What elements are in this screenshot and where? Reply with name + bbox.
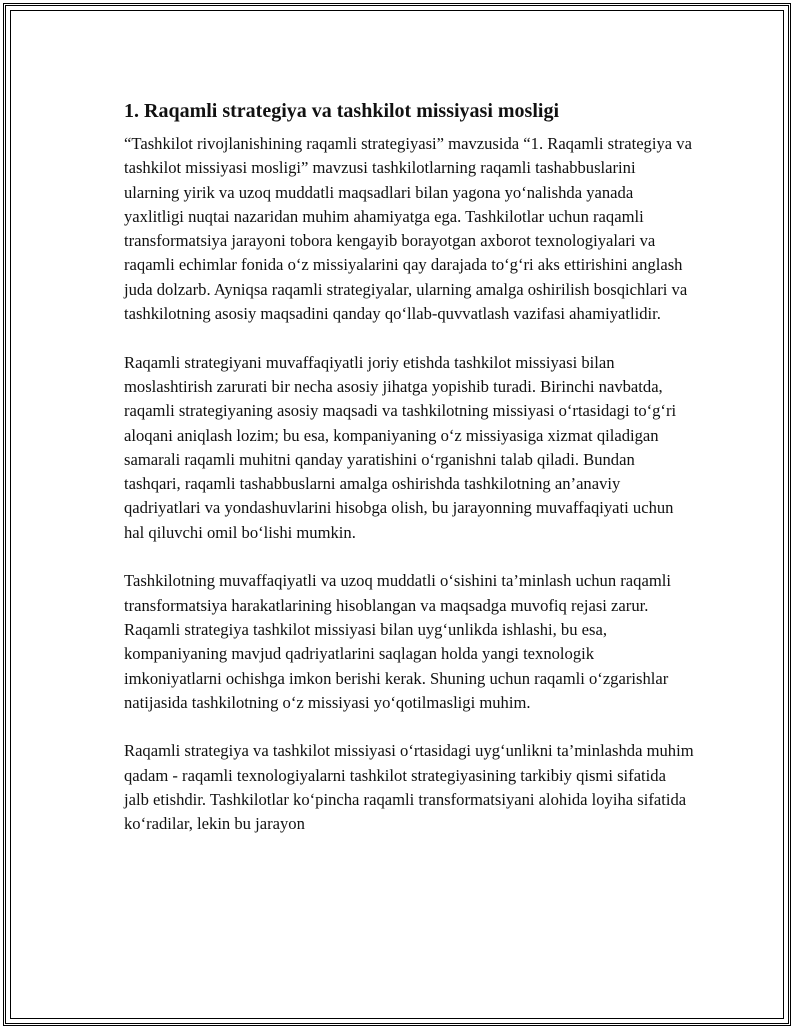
section-heading: 1. Raqamli strategiya va tashkilot missiyasi mosligi	[124, 100, 560, 122]
paragraph-1: “Tashkilot rivojlanishining raqamli strategiyasi” mavzusida “1. Raqamli strategiya va tashkilot missiyasi mosligi” mavzusi tashkilotlarning raqamli tashabbuslarini ularning yirik va uzoq muddatli maqsadlari bilan yagona yo‘nalishda yanada yaxlitligi nuqtai nazaridan muhim ahamiyatga ega. Tashkilotlar uchun raqamli transformatsiya jarayoni tobora kengayib borayotgan axborot texnologiyalari va raqamli echimlar fonida o‘z missiyalarini qay darajada to‘g‘ri aks ettirishini anglash juda dolzarb. Ayniqsa raqamli strategiyalar, ularning amalga oshirilish bosqichlari va tashkilotning asosiy maqsadini qanday qo‘llab-quvvatlash vazifasi ahamiyatlidir.	[124, 134, 692, 324]
paragraph-3: Tashkilotning muvaffaqiyatli va uzoq muddatli o‘sishini ta’minlash uchun raqamli transformatsiya harakatlarining hisoblangan va maqsadga muvofiq rejasi zarur. Raqamli strategiya tashkilot missiyasi bilan uyg‘unlikda ishlashi, bu esa, kompaniyaning mavjud qadriyatlarini saqlagan holda yangi texnologik imkoniyatlarni ochishga imkon berishi kerak. Shuning uchun raqamli o‘zgarishlar natijasida tashkilotning o‘z missiyasi yo‘qotilmasligi muhim.	[124, 571, 671, 712]
paragraph-2: Raqamli strategiyani muvaffaqiyatli joriy etishda tashkilot missiyasi bilan moslashtirish zarurati bir necha asosiy jihatga yopishib turadi. Birinchi navbatda, raqamli strategiyaning asosiy maqsadi va tashkilotning missiyasi o‘rtasidagi to‘g‘ri aloqani aniqlash lozim; bu esa, kompaniyaning o‘z missiyasiga xizmat qiladigan samarali raqamli muhitni qanday yaratishini o‘rganishni talab qiladi. Bundan tashqari, raqamli tashabbuslarni amalga oshirishda tashkilotning an’anaviy qadriyatlari va yondashuvlarini hisobga olish, bu jarayonning muvaffaqiyati uchun hal qiluvchi omil bo‘lishi mumkin.	[124, 352, 677, 542]
document-body	[124, 98, 694, 861]
paragraph-4: Raqamli strategiya va tashkilot missiyasi o‘rtasidagi uyg‘unlikni ta’minlashda muhim qadam - raqamli texnologiyalarni tashkilot strategiyasining tarkibiy qismi sifatida jalb etishdir. Tashkilotlar ko‘pincha raqamli transformatsiyani alohida loyiha sifatida ko‘radilar, lekin bu jarayon	[124, 741, 694, 834]
document-page	[3, 3, 791, 1026]
